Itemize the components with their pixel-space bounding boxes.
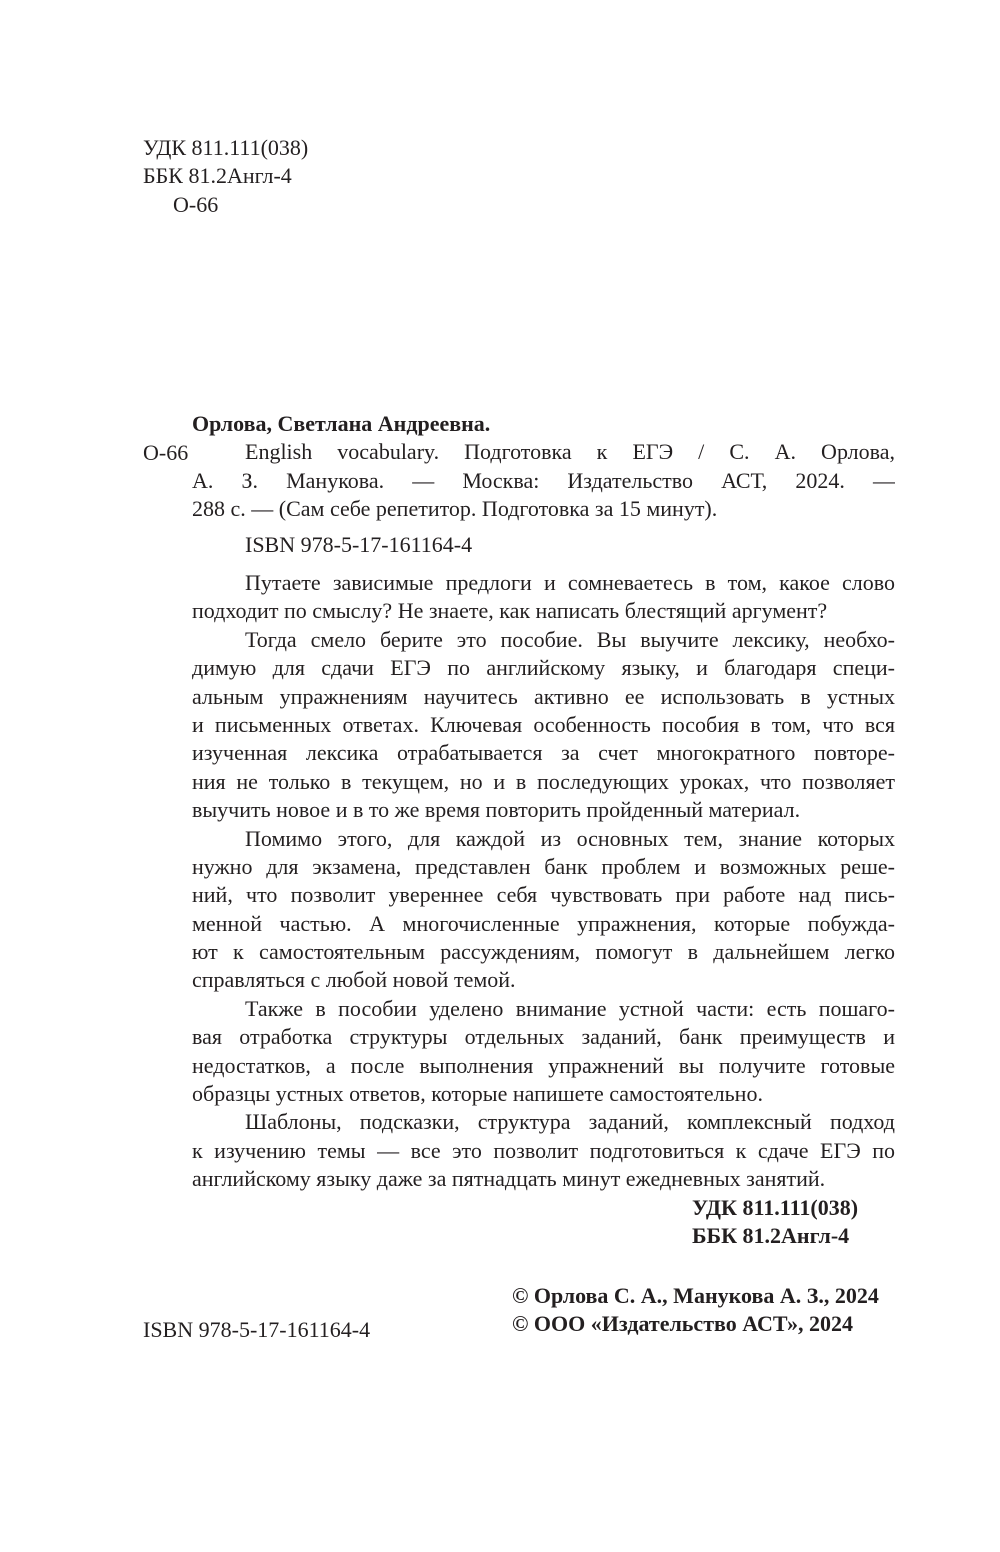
annotation-line: ют к самостоятельным рассуждениям, помогут в дальнейшем легко [192, 939, 895, 965]
udk-code: УДК 811.111(038) [143, 135, 309, 160]
annotation-line: Также в пособии уделено внимание устной части: есть пошаго- [245, 995, 895, 1021]
catalog-author: Орлова, Светлана Андреевна. [192, 411, 491, 436]
annotation-line: недостатков, а после выполнения упражнений вы получите готовые [192, 1052, 895, 1078]
annotation-line: менной частью. А многочисленные упражнения, которые побуждa- [192, 910, 895, 936]
catalog-isbn: ISBN 978-5-17-161164-4 [245, 532, 473, 557]
bbk-code: ББК 81.2Англ-4 [143, 163, 292, 189]
copyright-publisher: © ООО «Издательство АСТ», 2024 [512, 1311, 854, 1337]
annotation-line: Путаете зависимые предлоги и сомневаетесь в том, какое слово [245, 570, 895, 595]
annotation-line: английскому языку даже за пятнадцать минут ежедневных занятий. [192, 1166, 826, 1192]
catalog-author-mark: О-66 [143, 440, 189, 465]
isbn-bottom: ISBN 978-5-17-161164-4 [143, 1317, 371, 1342]
annotation-line: и письменных ответах. Ключевая особенность пособия в том, что вся [192, 711, 895, 737]
catalog-line: А. З. Манукова. — Москва: Издательство АСТ, 2024. — [192, 467, 895, 493]
annotation-line: Помимо этого, для каждой из основных тем, знание которых [245, 825, 895, 851]
bbk-code-bottom: ББК 81.2Англ-4 [692, 1223, 850, 1249]
annotation [192, 569, 895, 1194]
top-classification-codes [143, 134, 308, 219]
copyright-block [512, 1282, 879, 1339]
copyright-authors: © Орлова С. А., Манукова А. З., 2024 [512, 1283, 879, 1308]
annotation-line: изученная лексика отрабатывается за счет многократного повторе- [192, 740, 895, 766]
annotation-line: выучить новое и в то же время повторить пройденный материал. [192, 797, 801, 823]
udk-code-bottom: УДК 811.111(038) [692, 1195, 859, 1220]
annotation-line: ния не только в текущем, но и в последующих уроках, что позволяет [192, 768, 895, 794]
annotation-line: к изучению темы — все это позволит подготовиться к сдаче ЕГЭ по [192, 1137, 895, 1163]
catalog-line: 288 с. — (Сам себе репетитор. Подготовка за 15 минут). [192, 496, 718, 522]
author-mark: О-66 [173, 191, 219, 217]
bottom-classification-codes [692, 1194, 858, 1251]
annotation-line: образцы устных ответов, которые напишете самостоятельно. [192, 1081, 763, 1107]
annotation-line: Шаблоны, подсказки, структура заданий, комплексный подход [245, 1109, 895, 1135]
annotation-line: справляться с любой новой темой. [192, 967, 516, 993]
annotation-line: димую для сдачи ЕГЭ по английскому языку, и благодаря специ- [192, 655, 895, 681]
catalog-record [192, 410, 895, 524]
annotation-line: ний, что позволит увереннее себя чувствовать при работе над пись- [192, 882, 895, 908]
annotation-line: нужно для экзамена, представлен банк проблем и возможных реше- [192, 853, 895, 879]
annotation-line: вая отработка структуры отдельных заданий, банк преимуществ и [192, 1024, 895, 1050]
annotation-line: подходит по смыслу? Не знаете, как написать блестящий аргумент? [192, 598, 828, 624]
annotation-line: альным упражнениям научитесь активно ее использовать в устных [192, 683, 895, 709]
catalog-line: English vocabulary. Подготовка к ЕГЭ / С. А. Орлова, [245, 439, 895, 465]
annotation-line: Тогда смело берите это пособие. Вы выучите лексику, необхо- [245, 626, 895, 652]
